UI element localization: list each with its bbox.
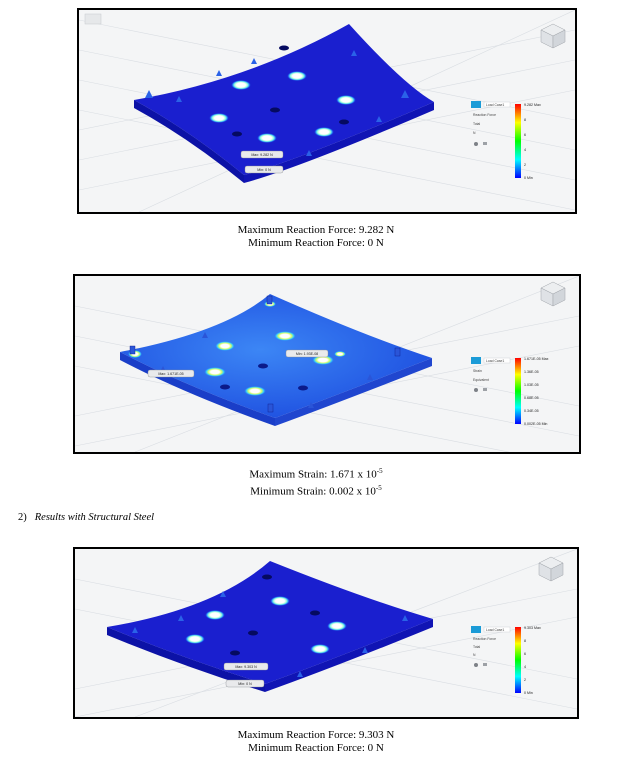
section-heading: 2) Results with Structural Steel [18, 512, 155, 523]
load-case-dropdown[interactable] [484, 627, 510, 632]
probe-settings-icon[interactable] [474, 388, 478, 392]
caption-3 [0, 729, 632, 755]
svg-text:2: 2 [524, 678, 526, 682]
svg-text:4: 4 [524, 665, 526, 669]
svg-text:9.282 Max: 9.282 Max [524, 103, 541, 107]
probe-settings-icon[interactable] [474, 663, 478, 667]
svg-text:Strain: Strain [473, 369, 482, 373]
svg-text:Equivalent: Equivalent [473, 378, 489, 382]
caption-max: Maximum Reaction Force: 9.282 N [237, 224, 395, 236]
view-cube-icon[interactable] [541, 282, 565, 306]
result-panel [471, 626, 510, 667]
svg-text:Total: Total [473, 122, 481, 126]
svg-text:6: 6 [524, 652, 526, 656]
figure-reaction-force-2 [73, 547, 579, 719]
chart-icon[interactable] [483, 142, 487, 145]
caption-1 [0, 224, 632, 250]
view-cube-icon[interactable] [541, 24, 565, 48]
result-type-dropdown[interactable] [473, 113, 496, 117]
svg-text:4: 4 [524, 148, 526, 152]
svg-text:Max: 9.282 N: Max: 9.282 N [251, 153, 273, 157]
caption-min: Minimum Reaction Force: 0 N [248, 742, 384, 754]
home-icon[interactable] [85, 14, 101, 24]
probe-min[interactable] [245, 166, 283, 173]
caption-max: Maximum Strain: 1.671 x $10^{-5}$ [249, 467, 383, 481]
svg-text:Load Case1: Load Case1 [486, 102, 505, 107]
svg-text:1.36E-05: 1.36E-05 [524, 370, 539, 374]
svg-text:Min: 0 N: Min: 0 N [257, 168, 271, 172]
viewport-reaction-force-1[interactable] [79, 10, 575, 212]
svg-text:6: 6 [524, 133, 526, 137]
svg-text:0.002E-05 Min: 0.002E-05 Min [524, 422, 548, 426]
viewport-reaction-force-2[interactable] [75, 549, 577, 717]
chart-icon[interactable] [483, 663, 487, 666]
result-panel [471, 357, 510, 392]
svg-text:Min: 1.93E-08: Min: 1.93E-08 [295, 352, 319, 356]
svg-text:1.03E-05: 1.03E-05 [524, 383, 539, 387]
unit-dropdown[interactable] [473, 653, 476, 657]
legend [515, 626, 541, 695]
svg-text:8: 8 [524, 639, 526, 643]
svg-text:N: N [473, 653, 476, 657]
load-case-dropdown[interactable] [484, 358, 510, 363]
probe-max[interactable] [148, 370, 194, 377]
result-toggle-icon[interactable] [471, 626, 481, 633]
svg-text:Total: Total [473, 645, 481, 649]
legend [515, 357, 549, 426]
result-panel [471, 101, 510, 146]
caption-min: Minimum Strain: 0.002 x $10^{-5}$ [250, 483, 382, 498]
figure-strain [73, 274, 581, 454]
svg-text:0 Min: 0 Min [524, 176, 533, 180]
caption-2 [0, 465, 632, 498]
svg-text:0.34E-05: 0.34E-05 [524, 409, 539, 413]
view-cube-icon[interactable] [539, 557, 563, 581]
svg-text:8: 8 [524, 118, 526, 122]
plate-model[interactable] [107, 561, 433, 692]
probe-min[interactable] [286, 350, 328, 357]
load-case-dropdown[interactable] [484, 102, 510, 107]
caption-max: Maximum Reaction Force: 9.303 N [237, 729, 395, 741]
svg-text:Load Case1: Load Case1 [486, 627, 505, 632]
plate-model[interactable] [134, 24, 434, 183]
component-dropdown[interactable] [473, 378, 489, 382]
svg-text:0 Min: 0 Min [524, 691, 533, 695]
caption-min: Minimum Reaction Force: 0 N [248, 237, 384, 249]
svg-text:Max: 9.303 N: Max: 9.303 N [235, 665, 257, 669]
result-type-dropdown[interactable] [473, 637, 496, 641]
svg-text:0.68E-05: 0.68E-05 [524, 396, 539, 400]
probe-max[interactable] [241, 151, 283, 158]
component-dropdown[interactable] [473, 645, 480, 649]
svg-text:Max: 1.671E-05: Max: 1.671E-05 [158, 372, 184, 376]
viewport-strain[interactable] [75, 276, 579, 452]
figure-reaction-force-1 [77, 8, 577, 214]
svg-text:Reaction Force: Reaction Force [473, 113, 496, 117]
result-toggle-icon[interactable] [471, 101, 481, 108]
svg-text:Reaction Force: Reaction Force [473, 637, 496, 641]
svg-text:2: 2 [524, 163, 526, 167]
svg-text:9.303 Max: 9.303 Max [524, 626, 541, 630]
svg-text:1.671E-05 Max: 1.671E-05 Max [524, 357, 549, 361]
result-type-dropdown[interactable] [473, 369, 482, 373]
probe-max[interactable] [224, 663, 268, 670]
svg-text:Load Case1: Load Case1 [486, 358, 505, 363]
chart-icon[interactable] [483, 388, 487, 391]
svg-text:Min: 0 N: Min: 0 N [238, 682, 252, 686]
unit-dropdown[interactable] [473, 131, 476, 135]
probe-settings-icon[interactable] [474, 142, 478, 146]
legend [515, 103, 541, 180]
probe-min[interactable] [226, 680, 264, 687]
component-dropdown[interactable] [473, 122, 480, 126]
plate-model[interactable] [120, 294, 432, 426]
svg-text:N: N [473, 131, 476, 135]
result-toggle-icon[interactable] [471, 357, 481, 364]
